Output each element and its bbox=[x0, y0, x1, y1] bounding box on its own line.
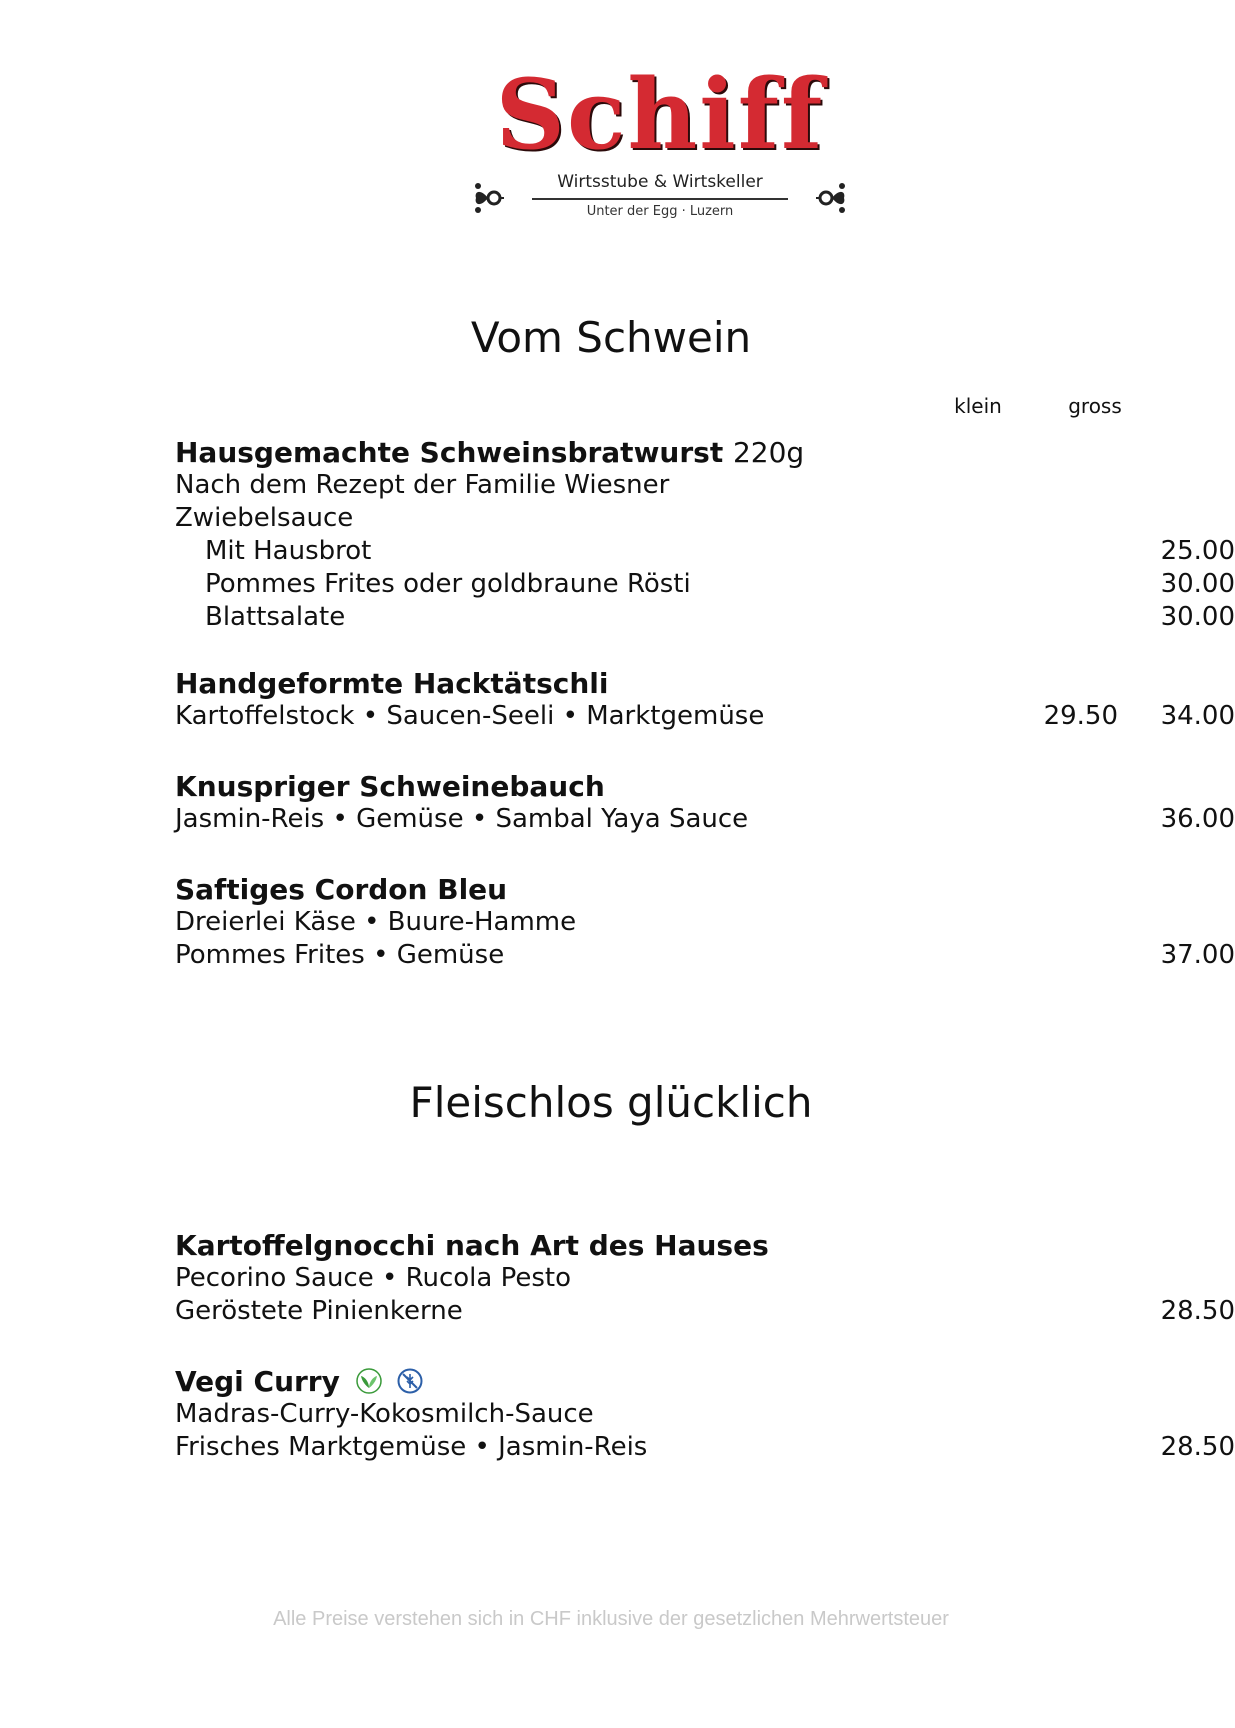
price-gross: 28.50 bbox=[1160, 1296, 1235, 1326]
item-name: Saftiges Cordon Bleu bbox=[175, 873, 508, 906]
item-weight: 220g bbox=[732, 436, 805, 469]
item-description: Nach dem Rezept der Familie Wiesner bbox=[175, 470, 670, 500]
item-line bbox=[175, 700, 1235, 733]
menu-item bbox=[175, 436, 1235, 634]
item-line bbox=[175, 535, 1235, 568]
price-gross: 25.00 bbox=[1160, 536, 1235, 566]
price-gross: 30.00 bbox=[1160, 569, 1235, 599]
item-description: Jasmin-Reis • Gemüse • Sambal Yaya Sauce bbox=[175, 804, 749, 834]
item-line bbox=[175, 1262, 1135, 1295]
item-line bbox=[175, 906, 1135, 939]
item-line bbox=[175, 939, 1235, 972]
menu-item bbox=[175, 1365, 1235, 1464]
item-line bbox=[175, 1431, 1235, 1464]
logo-subtitle: Wirtsstube & Wirtskeller bbox=[557, 172, 763, 192]
vegan-leaf-icon bbox=[356, 1368, 382, 1394]
item-description: Kartoffelstock • Saucen-Seeli • Marktgemüse bbox=[175, 701, 765, 731]
item-name: Handgeformte Hacktätschli bbox=[175, 667, 609, 700]
logo-tagline: Unter der Egg · Luzern bbox=[586, 204, 734, 219]
column-header-klein: klein bbox=[954, 394, 1002, 418]
item-description: Madras-Curry-Kokosmilch-Sauce bbox=[175, 1399, 594, 1429]
item-line bbox=[175, 803, 1235, 836]
item-option: Mit Hausbrot bbox=[205, 536, 372, 566]
item-description: Frisches Marktgemüse • Jasmin-Reis bbox=[175, 1432, 648, 1462]
item-name: Kartoffelgnocchi nach Art des Hauses bbox=[175, 1229, 769, 1262]
section-title-vom-schwein: Vom Schwein bbox=[470, 313, 752, 362]
menu-item bbox=[175, 1229, 1235, 1328]
restaurant-logo bbox=[470, 60, 850, 235]
column-header-gross: gross bbox=[1068, 394, 1122, 418]
item-line bbox=[175, 568, 1235, 601]
price-gross: 34.00 bbox=[1160, 701, 1235, 731]
item-line bbox=[175, 502, 1135, 535]
item-name: Vegi Curry bbox=[175, 1365, 340, 1398]
price-gross: 37.00 bbox=[1160, 940, 1235, 970]
price-gross: 30.00 bbox=[1160, 602, 1235, 632]
item-option: Pommes Frites oder goldbraune Rösti bbox=[205, 569, 691, 599]
price-footnote: Alle Preise verstehen sich in CHF inklusive der gesetzlichen Mehrwertsteuer bbox=[273, 1608, 949, 1630]
menu-item bbox=[175, 667, 1235, 733]
logo-wordmark: Schiff bbox=[495, 58, 825, 171]
item-name: Knuspriger Schweinebauch bbox=[175, 770, 605, 803]
item-description: Dreierlei Käse • Buure-Hamme bbox=[175, 907, 577, 937]
item-description: Geröstete Pinienkerne bbox=[175, 1296, 463, 1326]
item-name: Hausgemachte Schweinsbratwurst bbox=[175, 436, 724, 469]
menu-item bbox=[175, 770, 1235, 836]
menu-item bbox=[175, 873, 1235, 972]
item-description: Zwiebelsauce bbox=[175, 503, 354, 533]
item-line bbox=[175, 469, 1135, 502]
price-klein: 29.50 bbox=[1043, 701, 1118, 731]
item-line bbox=[175, 1398, 1135, 1431]
item-line bbox=[175, 601, 1235, 634]
logo-divider bbox=[532, 198, 788, 200]
price-gross: 36.00 bbox=[1160, 804, 1235, 834]
section-title-fleischlos: Fleischlos glücklich bbox=[409, 1078, 813, 1127]
item-line bbox=[175, 1295, 1235, 1328]
item-description: Pecorino Sauce • Rucola Pesto bbox=[175, 1263, 571, 1293]
gluten-free-icon bbox=[397, 1368, 423, 1394]
item-description: Pommes Frites • Gemüse bbox=[175, 940, 505, 970]
price-gross: 28.50 bbox=[1160, 1432, 1235, 1462]
item-option: Blattsalate bbox=[205, 602, 346, 632]
